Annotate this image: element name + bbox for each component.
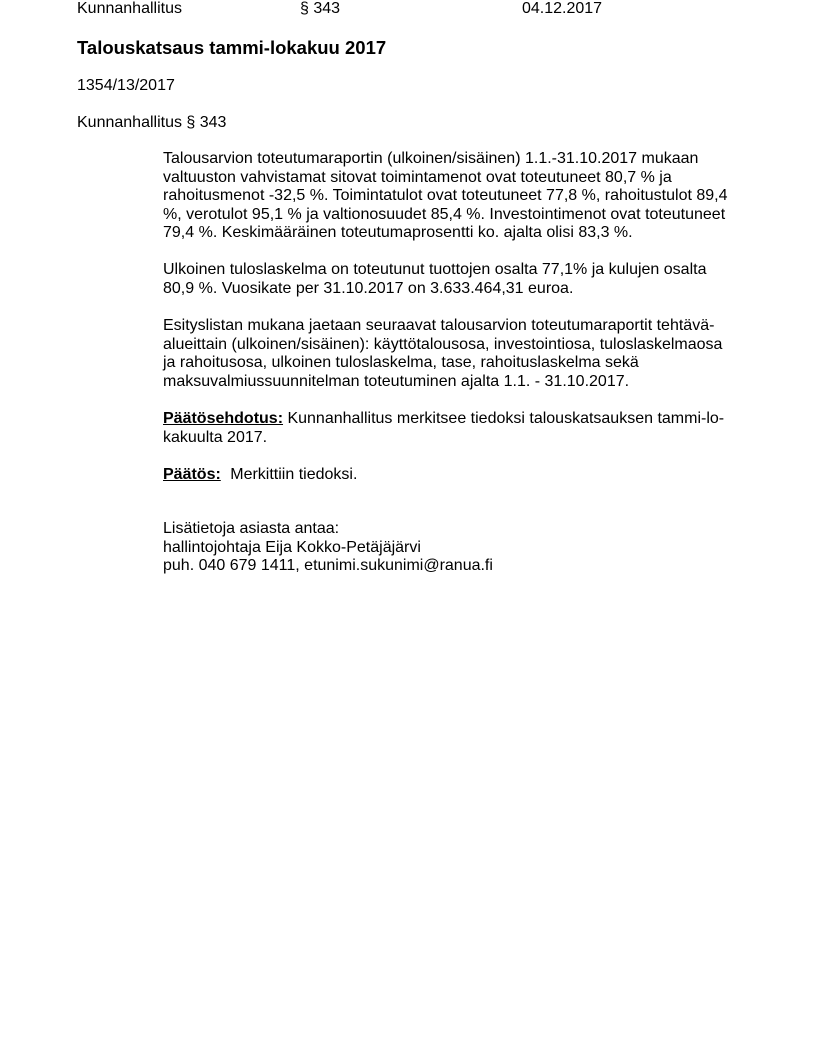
- text-line: ja rahoitusosa, ulkoinen tuloslaskelma, tase, rahoituslaskelma sekä: [163, 354, 639, 371]
- paragraph-reports-list: [163, 317, 743, 391]
- text-line: 80,9 %. Vuosikate per 31.10.2017 on 3.633.464,31 euroa.: [163, 279, 574, 297]
- text-line: alueittain (ulkoinen/sisäinen): käyttötalousosa, investointiosa, tuloslaskelmaosa: [163, 335, 723, 353]
- contact-phone-email: puh. 040 679 1411, etunimi.sukunimi@ranua.fi: [163, 557, 493, 574]
- contact-info: [163, 520, 743, 576]
- text-line: rahoitusmenot -32,5 %. Toimintatulot ovat toteutuneet 77,8 %, rahoitustulot 89,4: [163, 187, 728, 204]
- contact-person: hallintojohtaja Eija Kokko-Petäjäjärvi: [163, 538, 421, 556]
- header-date: 04.12.2017: [522, 0, 603, 17]
- proposal-text: Kunnanhallitus merkitsee tiedoksi talouskatsauksen tammi-lo-: [283, 410, 725, 427]
- case-number: 1354/13/2017: [77, 77, 175, 94]
- proposal-label: Päätösehdotus:: [163, 410, 284, 427]
- decision: [163, 466, 743, 485]
- decision-text: Merkittiin tiedoksi.: [225, 466, 358, 483]
- paragraph-income-statement: [163, 261, 743, 298]
- header-body-name: Kunnanhallitus: [77, 0, 182, 17]
- header-section: § 343: [300, 0, 341, 17]
- text-line: Ulkoinen tuloslaskelma on toteutunut tuottojen osalta 77,1% ja kulujen osalta: [163, 261, 707, 278]
- decision-label: Päätös:: [163, 466, 221, 483]
- text-line: maksuvalmiussuunnitelman toteutuminen ajalta 1.1. - 31.10.2017.: [163, 372, 630, 390]
- text-line: Talousarvion toteutumaraportin (ulkoinen/sisäinen) 1.1.-31.10.2017 mukaan: [163, 150, 699, 167]
- contact-heading: Lisätietoja asiasta antaa:: [163, 520, 340, 537]
- proposal-text-continued: kakuulta 2017.: [163, 428, 268, 446]
- text-line: valtuuston vahvistamat sitovat toimintamenot ovat toteutuneet 80,7 % ja: [163, 168, 672, 186]
- page-title: Talouskatsaus tammi-lokakuu 2017: [77, 37, 387, 58]
- decision-proposal: [163, 410, 743, 447]
- section-reference: Kunnanhallitus § 343: [77, 114, 227, 131]
- text-line: Esityslistan mukana jaetaan seuraavat talousarvion toteutumaraportit tehtävä-: [163, 317, 715, 334]
- paragraph-budget-realization: [163, 150, 743, 243]
- text-line: %, verotulot 95,1 % ja valtionosuudet 85,4 %. Investointimenot ovat toteutuneet: [163, 205, 726, 223]
- text-line: 79,4 %. Keskimääräinen toteutumaprosentti ko. ajalta olisi 83,3 %.: [163, 224, 633, 241]
